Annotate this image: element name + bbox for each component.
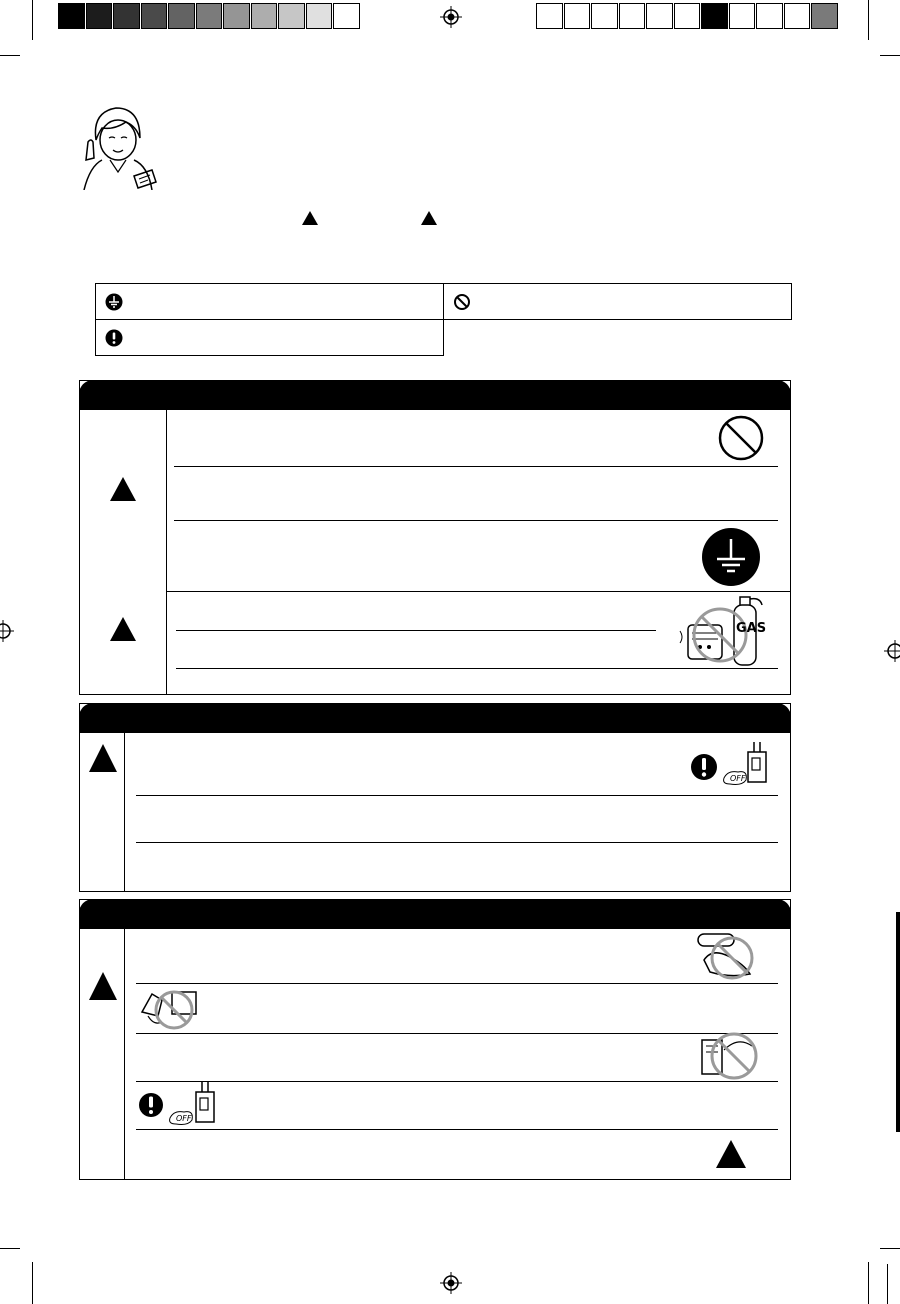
crop-mark bbox=[0, 1248, 20, 1249]
column-divider bbox=[124, 929, 125, 1179]
row-divider bbox=[174, 520, 778, 521]
row-divider bbox=[136, 1081, 778, 1082]
row-divider bbox=[176, 630, 656, 631]
warning-triangle-icon bbox=[110, 617, 136, 641]
registration-mark-top bbox=[440, 6, 462, 28]
section-header bbox=[79, 380, 791, 410]
color-swatch bbox=[591, 3, 618, 29]
crop-mark bbox=[880, 55, 900, 56]
crop-mark bbox=[887, 1264, 888, 1304]
color-swatch bbox=[729, 3, 756, 29]
color-swatch bbox=[564, 3, 591, 29]
no-hands-in-outlet-icon bbox=[138, 986, 202, 1030]
color-swatch bbox=[701, 3, 728, 29]
color-swatch bbox=[141, 3, 168, 29]
woman-holding-card-icon bbox=[78, 100, 158, 190]
color-swatch bbox=[113, 3, 140, 29]
off-label: OFF bbox=[730, 774, 746, 783]
color-swatch bbox=[811, 3, 838, 29]
crop-mark bbox=[32, 1262, 33, 1304]
color-swatch bbox=[619, 3, 646, 29]
color-swatch bbox=[306, 3, 333, 29]
row-divider bbox=[136, 1129, 778, 1130]
warning-triangle-icon bbox=[421, 211, 437, 225]
color-swatch bbox=[646, 3, 673, 29]
prohibition-icon bbox=[453, 293, 471, 311]
warning-triangle-icon bbox=[89, 972, 117, 1000]
off-label: OFF bbox=[176, 1114, 192, 1123]
row-divider bbox=[136, 795, 778, 796]
row-divider bbox=[136, 983, 778, 984]
color-swatch bbox=[333, 3, 360, 29]
crop-mark bbox=[868, 1262, 869, 1304]
color-swatch bbox=[784, 3, 811, 29]
registration-mark-left bbox=[0, 620, 14, 642]
no-water-on-unit-icon bbox=[694, 1030, 758, 1084]
color-swatch bbox=[251, 3, 278, 29]
color-swatch bbox=[674, 3, 701, 29]
color-swatch bbox=[278, 3, 305, 29]
color-swatch bbox=[86, 3, 113, 29]
warning-triangle-icon bbox=[89, 744, 117, 772]
crop-mark bbox=[868, 0, 869, 40]
exclamation-icon bbox=[105, 329, 123, 347]
edge-tab bbox=[896, 912, 900, 1132]
color-swatch bbox=[168, 3, 195, 29]
warning-triangle-icon bbox=[302, 211, 318, 225]
color-swatch bbox=[223, 3, 250, 29]
color-swatch bbox=[756, 3, 783, 29]
no-wet-hands-icon bbox=[690, 930, 760, 980]
legend-cell-ground bbox=[95, 283, 444, 320]
section-header bbox=[79, 703, 791, 733]
warning-triangle-icon bbox=[716, 1140, 746, 1168]
exclamation-icon bbox=[138, 1092, 164, 1118]
color-swatch bbox=[536, 3, 563, 29]
warning-triangle-icon bbox=[110, 477, 136, 501]
crop-mark bbox=[0, 55, 20, 56]
section-header bbox=[79, 899, 791, 929]
registration-mark-right bbox=[884, 640, 900, 662]
row-divider bbox=[136, 842, 778, 843]
section-maintenance bbox=[79, 899, 791, 1180]
calibration-bar-left bbox=[58, 3, 361, 29]
calibration-bar-right bbox=[536, 3, 839, 29]
ground-symbol-icon bbox=[701, 527, 761, 587]
section-operation bbox=[79, 703, 791, 892]
gas-label: GAS bbox=[736, 621, 767, 636]
row-divider bbox=[136, 1033, 778, 1034]
crop-mark bbox=[32, 0, 33, 40]
color-swatch bbox=[196, 3, 223, 29]
exclamation-icon bbox=[690, 753, 718, 781]
column-divider bbox=[166, 410, 167, 694]
section-installation bbox=[79, 380, 791, 695]
crop-mark bbox=[880, 1248, 900, 1249]
registration-mark-bottom bbox=[440, 1272, 462, 1294]
legend-cell-prohibit bbox=[443, 283, 792, 320]
color-swatch bbox=[58, 3, 85, 29]
legend-cell-mandatory bbox=[95, 319, 444, 356]
ground-symbol-icon bbox=[105, 293, 123, 311]
row-divider bbox=[174, 466, 778, 467]
column-divider bbox=[124, 733, 125, 891]
prohibition-icon bbox=[717, 414, 765, 462]
